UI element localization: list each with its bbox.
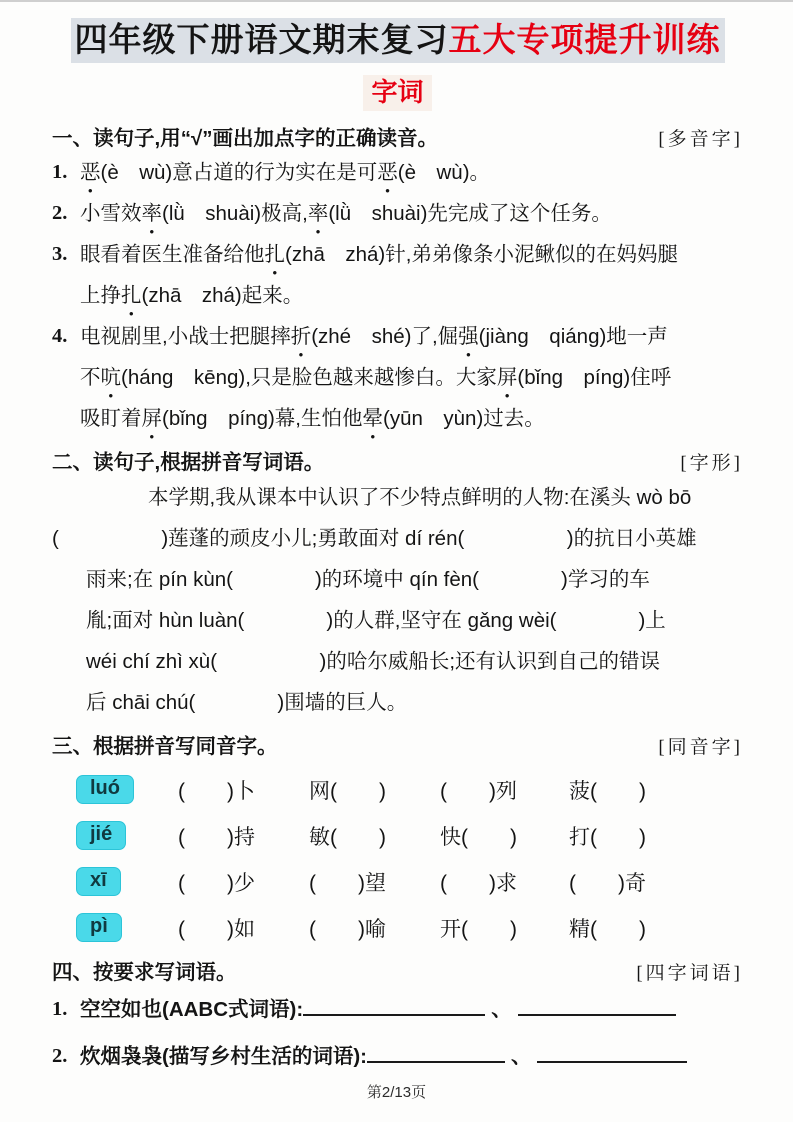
title-black-part: 四年级下册语文期末复习 — [74, 21, 449, 58]
section-three-tag: [同音字] — [658, 736, 743, 758]
emphasis-dot-char: 扎 — [264, 243, 285, 267]
section-one-title: 一、读句子,用“√”画出加点字的正确读音。 — [52, 126, 438, 150]
section-three-header — [52, 733, 743, 761]
section-four-title: 四、按要求写词语。 — [52, 960, 237, 984]
paragraph-line: 本学期,我从课本中认识了不少特点鲜明的人物:在溪头 wò bō — [148, 485, 692, 509]
text-segment: (bǐng píng)幕,生怕他 — [162, 407, 363, 431]
title-red-part: 五大专项提升训练 — [448, 21, 721, 58]
question-item — [52, 316, 743, 439]
homophone-cell: ( )喻 — [309, 917, 386, 941]
answer-blank — [518, 1010, 676, 1016]
emphasis-dot-char: 率 — [141, 202, 162, 226]
question-line — [80, 193, 743, 234]
text-segment: (zhā zhá)针,弟弟像条小泥鳅似的在妈妈腿 — [285, 243, 678, 267]
emphasis-dot-char: 恶 — [80, 161, 101, 185]
pinyin-box: luó — [76, 775, 134, 804]
text-segment: (è wù)意占道的行为实在是可 — [100, 161, 378, 185]
question-number: 2. — [52, 202, 68, 225]
emphasis-dot-char: 率 — [307, 202, 329, 226]
text-segment: (yūn yùn)过去。 — [383, 407, 545, 431]
homophone-row — [52, 859, 743, 905]
text-segment: 吸盯着 — [80, 407, 142, 431]
text-segment: 小雪效 — [80, 202, 142, 226]
blank-separator: 、 — [510, 1045, 532, 1069]
pinyin-box: pì — [76, 913, 122, 942]
text-segment: (è wù)。 — [397, 161, 491, 185]
write-words-item — [52, 1033, 743, 1080]
homophone-cell: 打( ) — [569, 825, 646, 849]
paragraph-line: 后 chāi chú( )围墙的巨人。 — [86, 690, 408, 714]
text-segment: (lǜ shuài)极高, — [162, 202, 308, 226]
section-one-items — [52, 152, 743, 439]
question-number: 1. — [52, 998, 68, 1021]
emphasis-dot-char: 恶 — [377, 161, 398, 185]
page-number: 第2/13页 — [366, 1084, 427, 1101]
text-segment: (jiàng qiáng)地一声 — [478, 325, 668, 349]
text-segment: (zhā zhá)起来。 — [141, 284, 304, 308]
page-subtitle — [52, 72, 743, 109]
section-four-tag: [四字词语] — [636, 962, 743, 984]
question-line — [80, 357, 743, 398]
text-segment: (háng kēng),只是脸色越来越惨白。大家 — [121, 366, 497, 390]
homophone-rows — [52, 767, 743, 951]
emphasis-dot-char: 屏 — [496, 366, 518, 390]
section-one-tag: [多音字] — [658, 128, 743, 150]
homophone-row — [52, 813, 743, 859]
homophone-row — [52, 767, 743, 813]
emphasis-dot-char: 扎 — [121, 284, 142, 308]
answer-blank — [303, 1010, 485, 1016]
question-number: 2. — [52, 1045, 68, 1068]
section-four-items — [52, 986, 743, 1080]
pinyin-box: jié — [76, 821, 126, 850]
homophone-cell: 快( ) — [440, 825, 517, 849]
text-segment: (lǜ shuài)先完成了这个任务。 — [328, 202, 612, 226]
section-two-title: 二、读句子,根据拼音写词语。 — [52, 451, 325, 475]
section-three-title: 三、根据拼音写同音字。 — [52, 734, 278, 758]
text-segment: 不 — [80, 366, 101, 390]
question-line — [80, 234, 743, 275]
subtitle-text: 字词 — [363, 75, 431, 111]
section-two-tag: [字形] — [680, 453, 743, 475]
question-number: 3. — [52, 243, 68, 266]
write-words-item — [52, 986, 743, 1033]
homophone-cell: 菠( ) — [569, 779, 646, 803]
paragraph-line: ( )莲蓬的顽皮小儿;勇敢面对 dí rén( )的抗日小英雄 — [52, 526, 697, 550]
section-two-header — [52, 449, 743, 477]
homophone-cell: ( )如 — [178, 917, 255, 941]
question-item — [52, 234, 743, 316]
homophone-cell: ( )卜 — [178, 779, 255, 803]
text-segment: 上挣 — [80, 284, 121, 308]
question-item — [52, 193, 743, 234]
text-segment: (bǐng píng)住呼 — [517, 366, 672, 390]
emphasis-dot-char: 晕 — [362, 407, 384, 431]
pinyin-box: xī — [76, 867, 121, 896]
question-number: 4. — [52, 325, 68, 348]
question-item — [52, 152, 743, 193]
section-two-paragraph — [52, 477, 743, 723]
emphasis-dot-char: 屏 — [141, 407, 162, 431]
homophone-cell: 开( ) — [440, 917, 517, 941]
write-words-label: 空空如也(AABC式词语): — [80, 998, 304, 1022]
homophone-cell: ( )持 — [178, 825, 255, 849]
paragraph-line: wéi chí zhì xù( )的哈尔威船长;还有认识到自己的错误 — [86, 649, 661, 673]
blank-separator: 、 — [491, 998, 512, 1022]
emphasis-dot-char: 强 — [458, 325, 479, 349]
homophone-cell: ( )奇 — [569, 871, 646, 895]
homophone-cell: 网( ) — [309, 779, 386, 803]
question-line — [80, 316, 743, 357]
text-segment: (zhé shé)了,倔 — [311, 325, 459, 349]
homophone-cell: ( )列 — [440, 779, 517, 803]
question-line — [80, 152, 743, 193]
emphasis-dot-char: 吭 — [100, 366, 121, 390]
question-line — [80, 398, 743, 439]
write-words-label: 炊烟袅袅(描写乡村生活的词语): — [80, 1045, 367, 1069]
homophone-row — [52, 905, 743, 951]
answer-blank — [537, 1057, 687, 1063]
paragraph-line: 胤;面对 hùn luàn( )的人群,坚守在 gǎng wèi( )上 — [86, 608, 666, 632]
section-one-header — [52, 125, 743, 153]
paragraph-line: 雨来;在 pín kùn( )的环境中 qín fèn( )学习的车 — [86, 567, 650, 591]
homophone-cell: ( )求 — [440, 871, 517, 895]
answer-blank — [367, 1057, 505, 1063]
question-number: 1. — [52, 161, 68, 184]
section-four-header — [52, 959, 743, 987]
text-segment: 眼看着医生准备给他 — [80, 243, 265, 267]
homophone-cell: ( )少 — [178, 871, 255, 895]
text-segment: 电视剧里,小战士把腿摔 — [80, 325, 291, 349]
question-line — [80, 275, 743, 316]
page-title — [52, 20, 743, 60]
emphasis-dot-char: 折 — [290, 325, 312, 349]
homophone-cell: 敏( ) — [309, 825, 386, 849]
homophone-cell: ( )望 — [309, 871, 386, 895]
homophone-cell: 精( ) — [569, 917, 646, 941]
